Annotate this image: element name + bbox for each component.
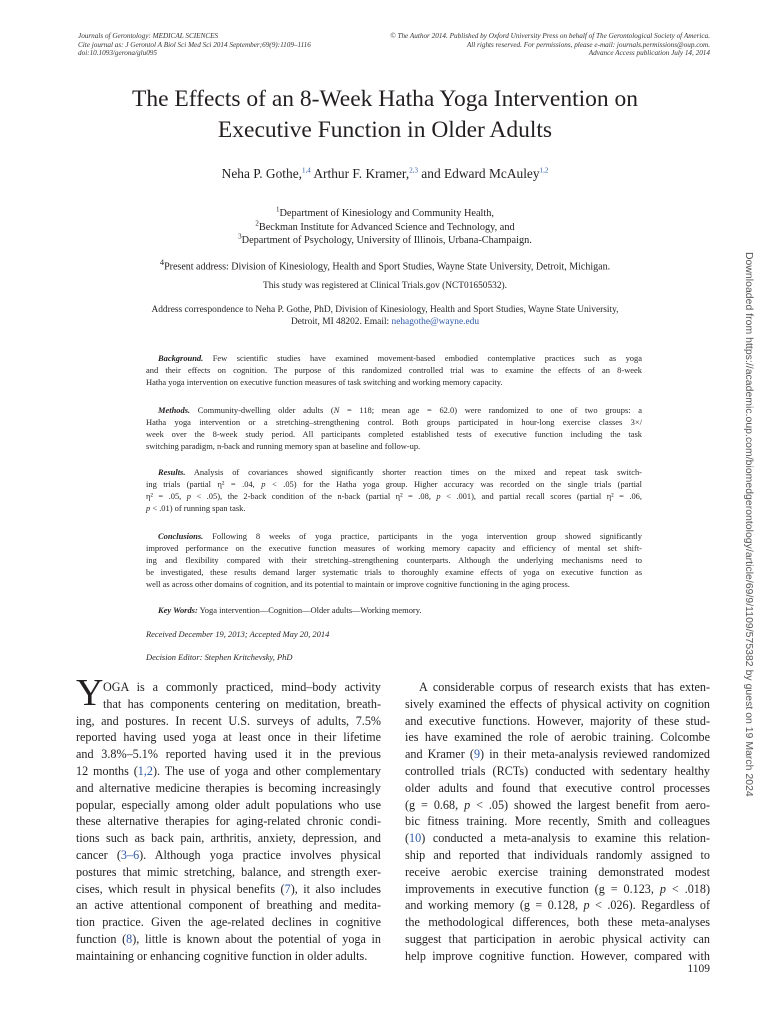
citation-line: Cite journal as: J Gerontol A Biol Sci Med Sci 2014 September;69(9):1109–1116: [78, 40, 311, 49]
abstract-background: Background. Few scientific studies have examined movement-based embodied contemplative practices such as yoga and their effects on cognition. The purpose of this randomized controlled trial was to examine the effects of an 8-week Hatha yoga intervention on executive function measures of task switching and working memory capacity.: [146, 353, 642, 388]
author-name: Arthur F. Kramer,: [310, 166, 410, 181]
reference-link[interactable]: 9: [473, 747, 481, 762]
reference-link[interactable]: 8: [126, 931, 133, 946]
affiliation-link[interactable]: 1,2: [539, 166, 549, 175]
reference-link[interactable]: 1,2: [137, 763, 153, 778]
reference-link[interactable]: 3–6: [120, 847, 140, 862]
author-name: and Edward McAuley: [417, 166, 540, 181]
article-title: The Effects of an 8-Week Hatha Yoga Intervention on Executive Function in Older Adults: [131, 86, 639, 143]
journal-header-left: [78, 32, 378, 58]
page-number: 1109: [687, 963, 710, 975]
journal-name: Journals of Gerontology: MEDICAL SCIENCES: [78, 32, 219, 40]
affiliation-link[interactable]: 2,3: [409, 166, 418, 175]
journal-header-right: [350, 32, 710, 58]
reference-link[interactable]: 10: [409, 831, 422, 846]
author-name: Neha P. Gothe,: [221, 166, 303, 181]
reference-link[interactable]: 7: [284, 881, 291, 896]
decision-editor: Decision Editor: Stephen Kritchevsky, PhD: [146, 652, 293, 662]
received-accepted-dates: Received December 19, 2013; Accepted May 20, 2014: [146, 629, 330, 639]
download-side-note: Downloaded from https://academic.oup.com/biomedgerontology/article/69/9/1109/575382 by guest on 19 March 2024: [743, 252, 754, 797]
correspondence-address: Address correspondence to Neha P. Gothe, PhD, Division of Kinesiology, Health and Sport Studies, Wayne State University, Detroit, MI 48202. Email: nehagothe@wayne.edu: [151, 305, 619, 328]
abstract-methods: Methods. Community-dwelling older adults (N = 118; mean age = 62.0) were randomized to one of two groups: a Hatha yoga intervention or a stretching–strengthening control. Both groups participated in hour-long exercise classes 3×/ week over the 8-week study period. All participants completed established tests of executive function including the task switching paradigm, n-back and running memory span at baseline and follow-up.: [146, 405, 642, 452]
affiliations: $^1$Department of Kinesiology and Community Health, $^2$Beckman Institute for Advanced Science and Technology, and $^3$Department of Psychology, University of Illinois, Urbana-Champaign.: [238, 205, 532, 247]
publication-date-line: Advance Access publication July 14, 2014: [588, 49, 710, 58]
trial-registration: This study was registered at Clinical Trials.gov (NCT01650532).: [263, 281, 507, 291]
copyright-line: © The Author 2014. Published by Oxford University Press on behalf of The Gerontological Society of America.: [390, 32, 710, 40]
affiliation-link[interactable]: 1,4: [302, 166, 311, 175]
doi-line: doi:10.1093/gerona/glu095: [78, 49, 157, 58]
abstract-results: Results. Analysis of covariances showed significantly shorter reaction times on the mixed and repeat task switch- ing trials (partial η² = .04, p < .05) for the Hatha yoga group. Higher accuracy was recorded on the single trials (partial η² = .05, p < .05), the 2-back condition of the n-back (partial η² = .08, p < .001), and partial recall scores (partial η² = .06, p < .01) of running span task.: [146, 467, 643, 514]
drop-cap: Y: [76, 672, 104, 714]
permissions-line: All rights reserved. For permissions, please e-mail: journals.permissions@oup.com.: [466, 40, 710, 49]
present-address: $^4$Present address: Division of Kinesiology, Health and Sport Studies, Wayne State University, Detroit, Michigan.: [159, 258, 611, 273]
author-list: [60, 166, 710, 182]
keywords: Key Words: Yoga intervention—Cognition—Older adults—Working memory.: [158, 605, 422, 615]
abstract-conclusions: Conclusions. Following 8 weeks of yoga practice, participants in the yoga intervention group showed significantly improved performance on the executive function measures of working memory capacity and efficiency of mental set shift- ing and flexibility compared with their stretching–strengthening counterparts. Although the underlying mechanisms need to be investigated, these results demand larger systematic trials to thoroughly examine effects of yoga on executive function as well as across other domains of cognition, and its potential to maintain or improve cognitive functioning in the aging process.: [146, 531, 642, 590]
email-link[interactable]: nehagothe@wayne.edu: [391, 317, 480, 328]
body-column-right: A considerable corpus of research exists that has exten- sively examined the effects of physical activity on cognition and executive functions. However, majority of these stud- ies have examined the role of aerobic training. Colcombe and Kramer (9) in their meta-analysis reviewed randomized controlled trials (RCTs) conducted with sedentary healthy older adults and found that executive control processes (g = 0.68, p < .05) showed the largest benefit from aero- bic fitness training. More recently, Smith and colleagues (10) conducted a meta-analysis to examine this relation- ship and reported that individuals randomly assigned to receive aerobic exercise training demonstrated modest improvements in executive function (g = 0.123, p < .018) and working memory (g = 0.128, p < .026). Regardless of the methodological differences, both these meta-analyses suggest that participation in aerobic physical activity can help improve cognitive function. However, compared with: [405, 680, 710, 963]
body-column-left: OGA is a commonly practiced, mind–body activity that has components centering on meditation, breath- ing, and postures. In recent U.S. surveys of adults, 7.5% reported having used yoga at least once in their lifetime and 3.8%–5.1% reported having used it in the previous 12 months (1,2). The use of yoga and other complementary and alternative medicine therapies is becoming increasingly popular, especially among older adult populations who use these alternative therapies for aging-related chronic condi- tions such as back pain, arthritis, anxiety, depression, and cancer (3–6). Although yoga practice involves physical postures that mimic stretching, balance, and strength exer- cises, which result in physical benefits (7), it also includes an active attentional component of breathing and medita- tion practice. Given the age-related declines in cognitive function (8), little is known about the potential of yoga in maintaining or enhancing cognitive function in older adults.: [76, 680, 382, 963]
